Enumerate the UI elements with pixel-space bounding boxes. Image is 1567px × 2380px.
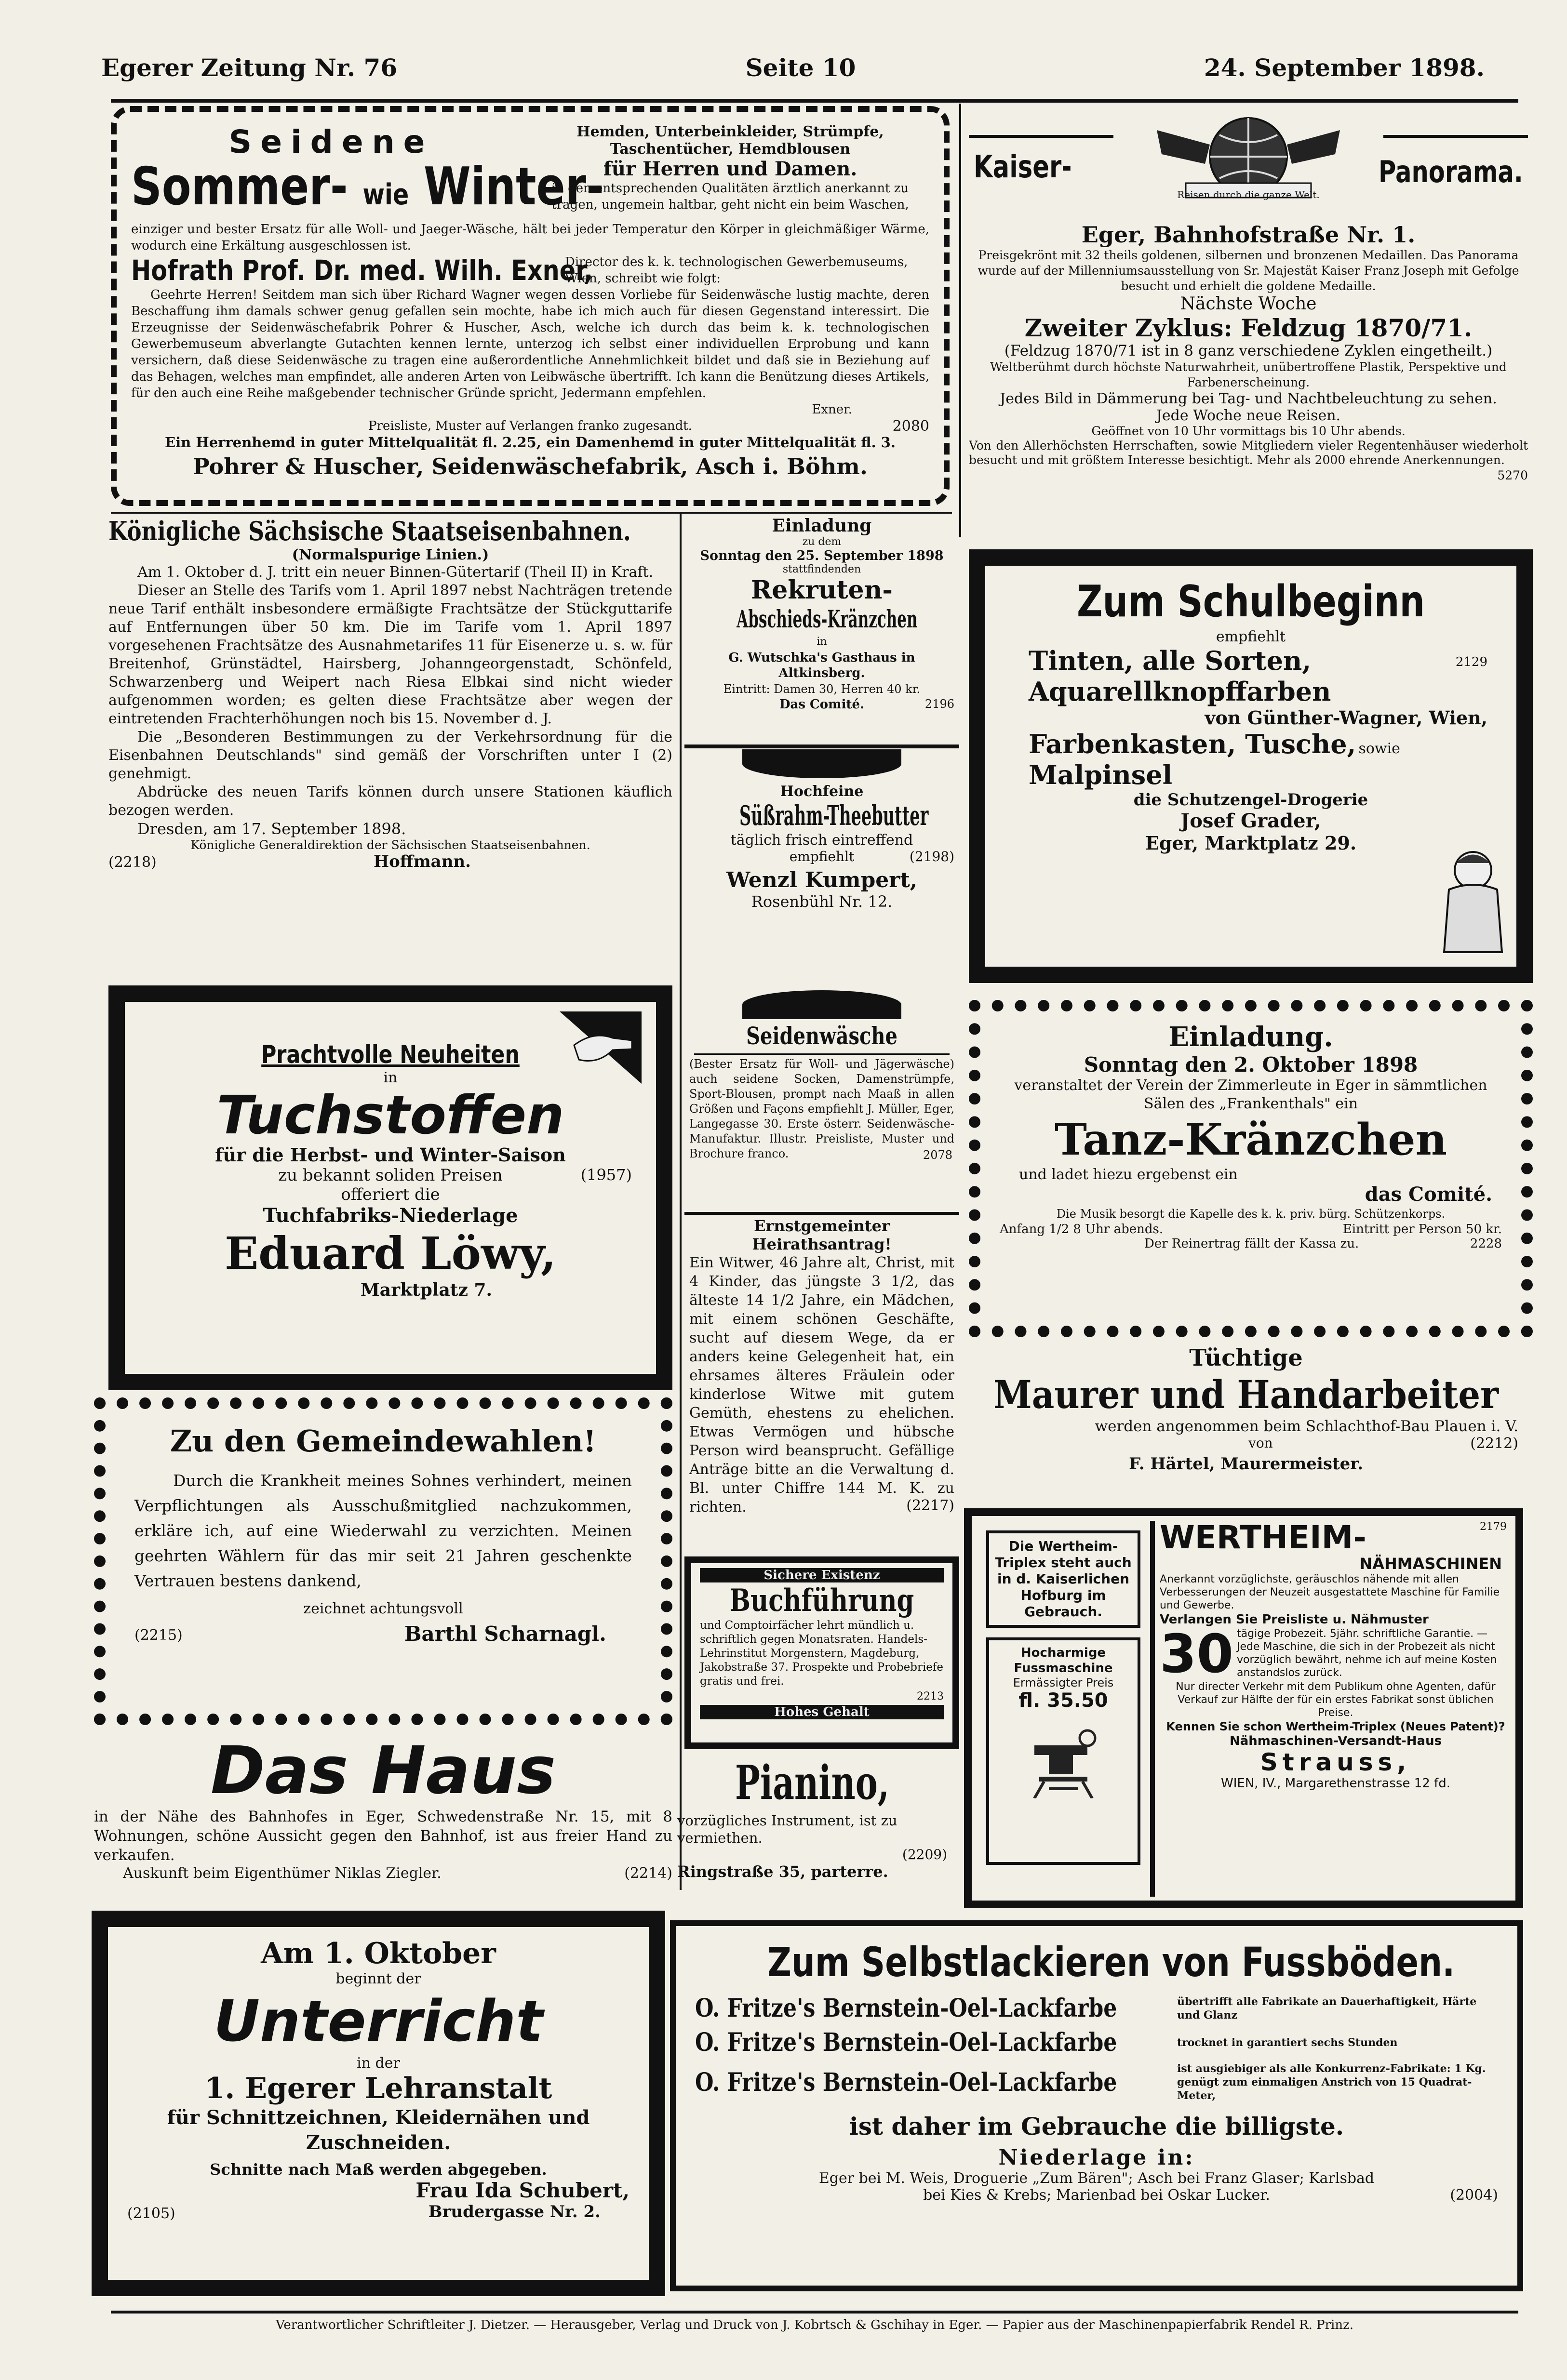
pianino-addr: Ringstraße 35, parterre.: [677, 1862, 888, 1881]
wertheim-sub: NÄHMASCHINEN: [1359, 1555, 1502, 1573]
tuch-in: in: [383, 1069, 398, 1086]
rekruten-in: in: [817, 636, 827, 648]
gemeinde-title: Zu den Gemeindewahlen!: [170, 1423, 597, 1459]
ad-pianino: [672, 1754, 952, 1903]
rekruten-einladung: Einladung: [772, 516, 872, 536]
wertheim-text6: Nähmaschinen-Versandt-Haus: [1229, 1734, 1442, 1748]
lack-number: (2004): [1450, 2187, 1498, 2204]
tuch-l2: zu bekannt soliden Preisen: [278, 1166, 503, 1185]
wertheim-text5: Kennen Sie schon Wertheim-Triplex (Neues Patent)?: [1166, 1720, 1505, 1733]
lack-niederlage: Niederlage in:: [998, 2145, 1195, 2170]
panorama-text3: Jedes Bild in Dämmerung bei Tag- und Nachtbeleuchtung zu sehen.: [1000, 390, 1497, 407]
schul-title: Zum Schulbeginn: [1076, 576, 1425, 627]
haus-auskunft: Auskunft beim Eigenthümer Niklas Ziegler.: [123, 1865, 442, 1882]
tanz-text2: und ladet hiezu ergebenst ein: [1019, 1166, 1238, 1183]
bahn-name: Hoffmann.: [374, 852, 471, 871]
panorama-hours: Geöffnet von 10 Uhr vormittags bis 10 Uhr abends.: [1091, 424, 1406, 438]
footer-text: Verantwortlicher Schriftleiter J. Dietzer. — Herausgeber, Verlag und Druck von J. Kobrtsch & Gschihay in Eger. — Papier aus der Maschinenpapierfabrik Rendel R. Prinz.: [275, 2318, 1354, 2332]
lack-note3: ist ausgiebiger als alle Konkurrenz-Fabrikate: 1 Kg. genügt zum einmaligen Anstrich von 15 Quadrat-Meter,: [1177, 2062, 1486, 2102]
haus-text: in der Nähe des Bahnhofes in Eger, Schwedenstraße Nr. 15, mit 8 Wohnungen, schöne Aussicht gegen den Bahnhof, ist aus freier Hand zu verkaufen.: [94, 1808, 672, 1864]
bahn-title: Königliche Sächsische Staatseisenbahnen.: [108, 516, 631, 546]
tanz-title2: Tanz-Kränzchen: [1055, 1114, 1447, 1165]
gemeinde-number: (2215): [134, 1627, 183, 1644]
bahn-number: (2218): [108, 854, 157, 871]
row-rule-1: [111, 512, 952, 514]
tanz-rein-row: [1000, 1237, 1502, 1251]
tanz-comite: das Comité.: [1365, 1183, 1492, 1206]
maurer-title: Maurer und Handarbeiter: [993, 1372, 1499, 1417]
schul-l5: Malpinsel: [1029, 759, 1173, 790]
header-rule: [111, 99, 1518, 103]
seide-hofrath-side: Director des k. k. technologischen Gewerbemuseums, Wien, schreibt wie folgt:: [565, 255, 908, 286]
lack-places2: bei Kies & Krebs; Marienbad bei Oskar Lucker.: [923, 2187, 1270, 2204]
tuch-l3: offeriert die: [341, 1185, 440, 1204]
wertheim-box1-text: Die Wertheim-Triplex steht auch in d. Kaiserlichen Hofburg im Gebrauch.: [995, 1538, 1132, 1620]
wertheim-box2b: Ermässigter Preis: [1013, 1676, 1114, 1689]
tuch-addr: Marktplatz 7.: [360, 1280, 492, 1300]
pianino-number: (2209): [902, 1847, 947, 1862]
bahn-date: Dresden, am 17. September 1898.: [137, 820, 406, 838]
butter-cap-top: [742, 749, 901, 778]
bahn-sig: Königliche Generaldirektion der Sächsischen Staatseisenbahnen.: [190, 838, 590, 852]
unt-note: Schnitte nach Maß werden abgegeben.: [210, 2160, 547, 2179]
ad-unterricht: [92, 1911, 665, 2296]
panorama-address: Eger, Bahnhofstraße Nr. 1.: [1081, 222, 1416, 248]
ad-butter: [684, 749, 959, 1019]
rekruten-date: Sonntag den 25. September 1898: [700, 548, 944, 563]
wertheim-right: [1160, 1521, 1512, 1897]
lack-product2: O. Fritze's Bernstein-Oel-Lackfarbe: [695, 2028, 1117, 2057]
sw-title: Seidenwäsche: [746, 1022, 897, 1050]
butter-name: Wenzl Kumpert,: [726, 868, 918, 892]
ad-schulbeginn: [969, 549, 1533, 983]
panorama-rule-right: [1383, 135, 1528, 138]
bahn-p1: Am 1. Oktober d. J. tritt ein neuer Binnen-Gütertarif (Theil II) in Kraft.: [137, 564, 654, 581]
unt-subjects: für Schnittzeichnen, Kleidernähen und Zuschneiden.: [167, 2106, 590, 2154]
tuch-title: Tuchstoffen: [216, 1084, 564, 1146]
tuch-number: (1957): [580, 1166, 632, 1184]
ad-bahn: [104, 516, 677, 973]
unt-name: Frau Ida Schubert,: [415, 2179, 629, 2202]
pianino-title: Pianino,: [735, 1755, 889, 1810]
wertheim-box2-text: Hocharmige Fussmaschine: [1014, 1646, 1113, 1675]
heirat-title: Ernstgemeinter Heirathsantrag!: [752, 1217, 892, 1253]
sw-rule: [694, 1053, 950, 1055]
bahn-subtitle: (Normalspurige Linien.): [292, 546, 489, 563]
schul-l1: Tinten, alle Sorten,: [1029, 645, 1312, 676]
schul-number: 2129: [1455, 655, 1487, 669]
unt-school: 1. Egerer Lehranstalt: [204, 2072, 552, 2105]
page-header: [101, 48, 1485, 87]
wertheim-probe-row: [1160, 1623, 1512, 1685]
tuch-l1: für die Herbst- und Winter-Saison: [215, 1144, 566, 1166]
unt-title: Unterricht: [214, 1988, 543, 2054]
schul-l8: Eger, Marktplatz 29.: [1145, 832, 1357, 854]
schul-l4b: sowie: [1358, 740, 1400, 757]
ad-buchfuehrung: [684, 1556, 959, 1749]
seide-signature: Exner.: [812, 402, 852, 417]
seide-line1: einziger und bester Ersatz für alle Woll- und Jaeger-Wäsche, hält bei jeder Temperatur den Körper in gleichmäßiger Wärme, wodurch eine Erkältung ausgeschlossen ist.: [131, 222, 929, 253]
tanz-date: Sonntag den 2. Oktober 1898: [1084, 1053, 1418, 1077]
column-rule-2: [680, 512, 682, 1890]
lack-note1: übertrifft alle Fabrikate an Dauerhaftigkeit, Härte und Glanz: [1177, 1995, 1477, 2021]
seide-firm: Pohrer & Huscher, Seidenwäschefabrik, Asch i. Böhm.: [193, 453, 868, 479]
footer-rule: [111, 2311, 1518, 2314]
schul-l2: Aquarellknopffarben: [1029, 676, 1331, 707]
lack-row2: [695, 2028, 1498, 2057]
bahn-p2: Dieser an Stelle des Tarifs vom 1. April 1897 nebst Nachträgen tretende neue Tarif enthält insbesondere ermäßigte Frachtsätze der Stückguttarife auf Entfernungen über 50 km. Die im Tarife vom 1. April 1897 vorgesehenen Frachtsätze des Ausnahmetarifes 11 für Eisenerze u. s. w. für Breitenhof, Grünstädtel, Hairsberg, Johanngeorgenstadt, Schönfeld, Schwarzenberg und Weipert nach Riesa Elbkai sind nicht wieder aufgenommen worden; es gelten diese Frachtsätze aber wegen der eintretenden Frachterhöhungen noch bis 15. November d. J.: [108, 582, 672, 727]
ad-tanz: [969, 1000, 1533, 1337]
maurer-name: F. Härtel, Maurermeister.: [1129, 1454, 1363, 1474]
ad-lack: [670, 1920, 1523, 2291]
wertheim-text3: tägige Probezeit. 5jähr. schriftliche Garantie. — Jede Maschine, die sich in der Probezeit als nicht vorzüglich bewährt, nehme ich auf meine Kosten anstandslos zurück.: [1237, 1628, 1497, 1679]
cherub-icon: [1439, 846, 1507, 957]
column-rule-1: [959, 104, 961, 537]
rekruten-place: G. Wutschka's Gasthaus in Altkinsberg.: [728, 651, 915, 680]
panorama-rule-left: [969, 135, 1113, 138]
ad-panorama: [969, 106, 1528, 535]
buch-text: und Comptoirfächer lehrt mündlich u. schriftlich gegen Monatsraten. Handels-Lehrinstitut Morgenstern, Magdeburg, Jakobstraße 37. Prospekte und Probebriefe gratis und frei.: [700, 1619, 944, 1688]
pianino-text: vorzügliches Instrument, ist zu vermiethen.: [677, 1812, 897, 1846]
tanz-rein: Der Reinertrag fällt der Kassa zu.: [1144, 1237, 1359, 1251]
unt-pre: Am 1. Oktober: [261, 1937, 496, 1970]
rekruten-price: Eintritt: Damen 30, Herren 40 kr.: [723, 682, 921, 696]
panorama-left: Kaiser-: [974, 149, 1072, 185]
butter-text1: täglich frisch eintreffend: [730, 832, 913, 849]
row-rule-3: [684, 1212, 959, 1215]
lack-claim: ist daher im Gebrauche die billigste.: [849, 2112, 1344, 2141]
seide-side2: für Herren und Damen.: [603, 158, 857, 180]
lack-row1: [695, 1994, 1498, 2023]
page-number: Seite 10: [745, 53, 856, 82]
sewing-machine-icon: [1020, 1716, 1107, 1798]
sw-number: 2078: [923, 1148, 952, 1162]
tuch-l4: Tuchfabriks-Niederlage: [263, 1204, 518, 1227]
tanz-title: Einladung.: [1168, 1021, 1333, 1053]
row-rule-2: [684, 745, 959, 748]
lack-product1: O. Fritze's Bernstein-Oel-Lackfarbe: [695, 1994, 1117, 2023]
page-footer: [111, 2318, 1518, 2347]
issue-date: 24. September 1898.: [1204, 53, 1485, 82]
lack-row3: [695, 2062, 1498, 2102]
haus-title: Das Haus: [210, 1735, 556, 1809]
maurer-text: werden angenommen beim Schlachthof-Bau Plauen i. V.: [1095, 1418, 1518, 1435]
rekruten-number: 2196: [924, 697, 954, 711]
seide-side1: Hemden, Unterbeinkleider, Strümpfe, Taschentücher, Hemdblousen: [576, 123, 884, 158]
wertheim-title: WERTHEIM-: [1160, 1519, 1366, 1556]
lack-places1: Eger bei M. Weis, Droguerie „Zum Bären"; Asch bei Franz Glaser; Karlsbad: [818, 2170, 1375, 2187]
buch-pre: Sichere Existenz: [700, 1568, 944, 1582]
schul-l4: Farbenkasten, Tusche,: [1029, 729, 1356, 759]
schul-l4-line: [1000, 729, 1502, 759]
ad-tuch: [108, 985, 672, 1390]
panorama-text4: Jede Woche neue Reisen.: [1156, 407, 1341, 424]
seide-prices: Ein Herrenhemd in guter Mittelqualität fl. 2.25, ein Damenhemd in guter Mittelqualität fl. 3.: [165, 434, 896, 451]
wertheim-text4: Nur directer Verkehr mit dem Publikum ohne Agenten, dafür Verkauf zur Hälfte der für ein erstes Fabrikat sonst üblichen Preise.: [1176, 1681, 1496, 1719]
tanz-music: Die Musik besorgt die Kapelle des k. k. priv. bürg. Schützenkorps.: [1056, 1207, 1446, 1221]
gemeinde-text: Durch die Krankheit meines Sohnes verhindert, meinen Verpflichtungen als Ausschußmitglied nachzukommen, erkläre ich, auf eine Wiederwahl zu verzichten. Meinen geehrten Wählern für das mir seit 21 Jahren geschenkte Vertrauen bestens dankend,: [134, 1471, 632, 1590]
panorama-banner: Reisen durch die ganze Welt.: [1177, 189, 1320, 200]
rekruten-title2: Abschieds-Kränzchen: [737, 605, 918, 633]
seide-number: 2080: [892, 418, 929, 435]
butter-cap-bottom: [742, 990, 901, 1019]
panorama-next-week: Nächste Woche: [1180, 294, 1317, 314]
rekruten-title1: Rekruten-: [750, 575, 893, 605]
seide-pricelist: Preisliste, Muster auf Verlangen franko zugesandt.: [368, 419, 692, 433]
wertheim-text1: Anerkannt vorzüglichste, geräuschlos nähende mit allen Verbesserungen der Neuzeit ausgestattete Maschine für Familie und Gewerbe.: [1160, 1573, 1500, 1611]
seide-title1: Seidene: [228, 123, 434, 160]
unt-addr: Brudergasse Nr. 2.: [428, 2202, 601, 2221]
butter-title: Süßrahm-Theebutter: [739, 800, 929, 832]
unt-beginnt: beginnt der: [335, 1970, 421, 1987]
panorama-text2: Weltberühmt durch höchste Naturwahrheit, unübertroffene Plastik, Perspektive und Farbenerscheinung.: [990, 360, 1507, 389]
gemeinde-zeichnet: zeichnet achtungsvoll: [303, 1600, 463, 1617]
seide-title-wie: wie: [362, 178, 409, 212]
schul-l3: von Günther-Wagner, Wien,: [1205, 707, 1487, 729]
seide-title3: Winter-: [424, 157, 604, 217]
seide-title-line: [131, 157, 604, 221]
tanz-begin: Anfang 1/2 8 Uhr abends.: [1000, 1222, 1164, 1237]
panorama-text1: Preisgekrönt mit 32 theils goldenen, silbernen und bronzenen Medaillen. Das Panorama wurde auf der Millenniumsausstellung von Sr. Majestät Kaiser Franz Joseph mit Gefolge besucht und erhielt die goldene Medaille.: [978, 248, 1519, 293]
tanz-info-row: [1000, 1222, 1502, 1237]
paper-name: Egerer Zeitung Nr. 76: [101, 53, 398, 82]
tanz-text1: veranstaltet der Verein der Zimmerleute in Eger in sämmtlichen Sälen des „Frankenthals" ein: [1014, 1077, 1487, 1112]
unt-in: in der: [357, 2055, 400, 2072]
maurer-pre: Tüchtige: [1189, 1344, 1303, 1371]
buch-number: 2213: [917, 1690, 944, 1702]
lack-note2: trocknet in garantiert sechs Stunden: [1177, 2036, 1398, 2049]
ad-haus: [94, 1735, 672, 1899]
wertheim-big: 30: [1160, 1623, 1234, 1685]
maurer-number: (2212): [1470, 1435, 1518, 1452]
heirat-number: (2217): [906, 1497, 954, 1514]
ad-seide: [111, 106, 950, 506]
seide-title2: Sommer-: [131, 157, 348, 217]
sw-text: (Bester Ersatz für Woll- und Jägerwäsche) auch seidene Socken, Damenstrümpfe, Sport-Blousen, prompt nach Maaß in allen Größen und Façons empfiehlt J. Müller, Eger, Langegasse 30. Erste österr. Seidenwäsche-Manufaktur. Illustr. Preisliste, Muster und Brochure franco.: [689, 1057, 954, 1160]
seide-hofrath: Hofrath Prof. Dr. med. Wilh. Exner,: [131, 254, 593, 287]
unt-number: (2105): [127, 2205, 175, 2222]
panorama-cycle: Zweiter Zyklus: Feldzug 1870/71.: [1024, 314, 1473, 342]
wertheim-box2: [986, 1637, 1140, 1865]
heirat-text: Ein Witwer, 46 Jahre alt, Christ, mit 4 Kinder, das jüngste 3 1/2, das älteste 14 1/2 Jahre, ein Mädchen, mit einem schönen Geschäfte, sucht auf diesem Wege, da er anders keine Gelegenheit hat, ein ehrsames älteres Fräulein oder kinderlose Witwe mit gutem Gemüth, ehestens zu ehelichen. Etwas Vermögen und hübsche Person wird beansprucht. Gefällige Anträge bitte an die Verwaltung d. Bl. unter Chiffre 144 M. K. zu richten.: [689, 1254, 954, 1516]
ad-maurer: [964, 1344, 1528, 1503]
tanz-number: 2228: [1470, 1237, 1502, 1251]
ad-wertheim: [964, 1508, 1523, 1908]
panorama-cycle-note: (Feldzug 1870/71 ist in 8 ganz verschiedene Zyklen eingetheilt.): [1004, 342, 1493, 359]
schul-l6: die Schutzengel-Drogerie: [1133, 790, 1368, 810]
ad-gemeinde: [94, 1397, 672, 1725]
ad-rekruten: [684, 516, 959, 742]
wertheim-addr: WIEN, IV., Margarethenstrasse 12 fd.: [1221, 1776, 1450, 1791]
bahn-p4: Abdrücke des neuen Tarifs können durch unsere Stationen käuflich bezogen werden.: [108, 784, 672, 819]
maurer-von: von: [1248, 1435, 1273, 1451]
wertheim-number: 2179: [1480, 1521, 1507, 1533]
tanz-price: Eintritt per Person 50 kr.: [1342, 1222, 1502, 1237]
tuch-name: Eduard Löwy,: [225, 1227, 556, 1279]
seide-letter: Geehrte Herren! Seitdem man sich über Richard Wagner wegen dessen Vorliebe für Seidenwäsche lustig machte, deren Beschaffung ihm damals schwer genug gefallen sein mochte, habe ich mich auch für diesen Gegenstand interessirt. Die Erzeugnisse der Seidenwäschefabrik Pohrer & Huscher, Asch, welche ich durch das beim k. k. technologischen Gewerbemuseum abverlangte Gutachten kennen lernte, unterzog ich selbst einer individuellen Erprobung und kann versichern, daß diese Seidenwäsche zu tragen eine außerordentliche Annehmlichkeit bildet und daß sie in Beziehung auf das Behagen, welches man empfindet, alle anderen Arten von Leibwäsche übertrifft. Ich kann die Benützung dieses Artikels, für den auch eine Reihe maßgebender technischer Gründe spricht, Jedermann empfehlen.: [131, 288, 929, 400]
butter-pre: Hochfeine: [780, 783, 864, 800]
wertheim-price: fl. 35.50: [1018, 1689, 1108, 1712]
butter-text2: empfiehlt: [789, 849, 855, 864]
wertheim-name: Strauss,: [1260, 1748, 1411, 1776]
rekruten-statt: stattfindenden: [782, 563, 861, 575]
rekruten-comite: Das Comité.: [779, 697, 865, 712]
buch-foot: Hohes Gehalt: [700, 1705, 944, 1719]
seide-side3: in den entsprechenden Qualitäten ärztlich anerkannt zu tragen, ungemein haltbar, geht nicht ein beim Waschen,: [551, 181, 909, 212]
buch-title: Buchführung: [729, 1582, 914, 1619]
tuch-pre: Prachtvolle Neuheiten: [261, 1040, 520, 1069]
gemeinde-name: Barthl Scharnagl.: [404, 1622, 606, 1646]
panorama-text5: Von den Allerhöchsten Herrschaften, sowie Mitgliedern vieler Regentenhäuser wiederholt besucht und mit größtem Interesse besichtigt. Mehr als 2000 ehrende Anerkennungen.: [969, 439, 1528, 467]
butter-addr: Rosenbühl Nr. 12.: [751, 892, 893, 911]
panorama-number: 5270: [1497, 468, 1528, 482]
rekruten-zu: zu dem: [802, 536, 842, 548]
butter-number: (2198): [909, 849, 954, 864]
schul-l7: Josef Grader,: [1180, 810, 1321, 832]
lack-product3: O. Fritze's Bernstein-Oel-Lackfarbe: [695, 2067, 1117, 2097]
schul-empf: empfiehlt: [1216, 628, 1286, 645]
wertheim-left: [977, 1521, 1155, 1897]
lack-title: Zum Selbstlackieren von Fussböden.: [767, 1939, 1455, 1986]
wertheim-box1: [986, 1530, 1140, 1628]
haus-number: (2214): [624, 1865, 672, 1882]
bahn-p3: Die „Besonderen Bestimmungen zu der Verkehrsordnung für die Eisenbahnen Deutschlands" sind gemäß der Vorschriften unter I (2) genehmigt.: [108, 729, 672, 782]
ad-seidenwaesche: [684, 1022, 959, 1210]
panorama-right: Panorama.: [1379, 154, 1523, 189]
wertheim-text2: Verlangen Sie Preisliste u. Nähmuster: [1160, 1612, 1429, 1627]
ad-heirat: [684, 1217, 959, 1554]
